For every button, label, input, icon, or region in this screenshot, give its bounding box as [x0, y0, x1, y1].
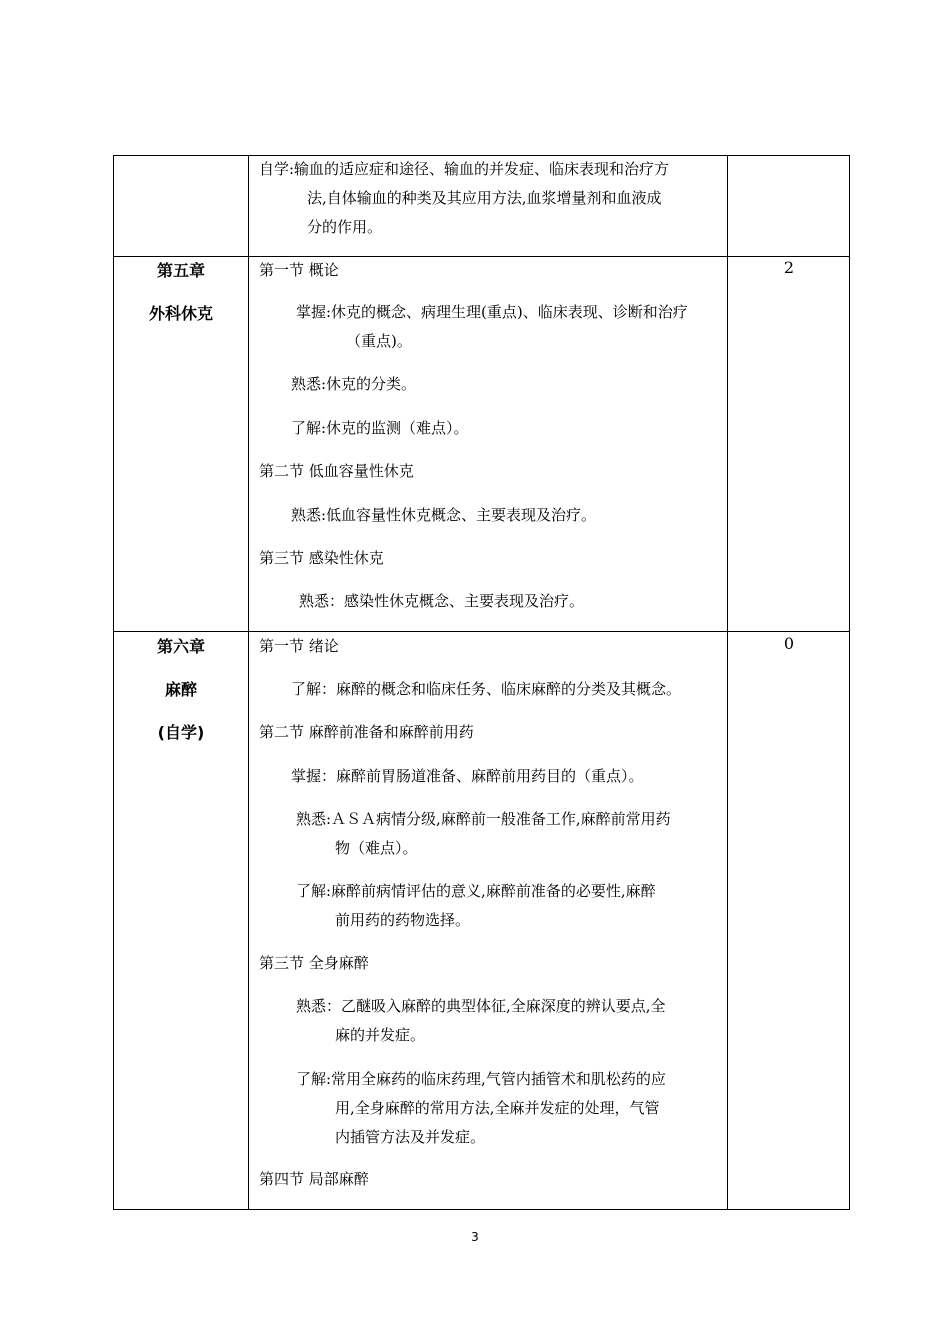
chapter-number: 第六章 [156, 637, 205, 656]
table-border-right [849, 155, 850, 1210]
content-line: 用,全身麻醉的常用方法,全麻并发症的处理，气管 [335, 1099, 660, 1117]
content-line: 了解:麻醉前病情评估的意义,麻醉前准备的必要性,麻醉 [296, 882, 656, 900]
chapter-number: 第五章 [156, 261, 205, 280]
content-line: 了解:常用全麻药的临床药理,气管内插管术和肌松药的应 [296, 1070, 666, 1088]
chapter-title: 外科休克 [148, 304, 213, 323]
content-line: 熟悉：乙醚吸入麻醉的典型体征,全麻深度的辨认要点,全 [296, 997, 666, 1015]
content-line: 了解:休克的监测（难点）。 [291, 419, 469, 437]
content-line: 前用药的药物选择。 [335, 911, 471, 929]
section-heading: 第二节 麻醉前准备和麻醉前用药 [259, 723, 474, 741]
section-heading: 第三节 感染性休克 [259, 549, 384, 567]
column-divider [727, 155, 728, 1210]
row-divider [113, 256, 850, 257]
content-line: 麻的并发症。 [335, 1026, 426, 1044]
hours-value: 0 [783, 634, 795, 653]
section-heading: 第一节 绪论 [259, 637, 339, 655]
chapter-note: (自学) [157, 723, 205, 742]
section-heading: 第四节 局部麻醉 [259, 1170, 369, 1188]
content-line: 熟悉:ＡＳＡ病情分级,麻醉前一般准备工作,麻醉前常用药 [296, 810, 671, 828]
content-line: 内插管方法及并发症。 [335, 1128, 486, 1146]
content-line: 熟悉：感染性休克概念、主要表现及治疗。 [299, 592, 585, 610]
page-number: 3 [471, 1230, 479, 1244]
syllabus-table [113, 155, 850, 1210]
section-heading: 第三节 全身麻醉 [259, 954, 369, 972]
content-line: （重点)。 [346, 332, 412, 350]
row-divider [113, 631, 850, 632]
chapter-title: 麻醉 [164, 680, 197, 699]
content-line: 熟悉:休克的分类。 [291, 375, 417, 393]
section-heading: 第二节 低血容量性休克 [259, 462, 414, 480]
content-line: 分的作用。 [307, 218, 383, 236]
content-line: 掌握：麻醉前胃肠道准备、麻醉前用药目的（重点）。 [291, 767, 644, 785]
content-line: 自学:输血的适应症和途径、输血的并发症、临床表现和治疗方 [259, 160, 670, 178]
content-line: 物（难点）。 [335, 839, 418, 857]
content-line: 掌握:休克的概念、病理生理(重点)、临床表现、诊断和治疗 [296, 303, 688, 321]
content-line: 了解：麻醉的概念和临床任务、临床麻醉的分类及其概念。 [291, 680, 682, 698]
hours-value: 2 [783, 258, 795, 277]
table-border-bottom [113, 1209, 850, 1210]
content-line: 熟悉:低血容量性休克概念、主要表现及治疗。 [291, 506, 597, 524]
section-heading: 第一节 概论 [259, 261, 339, 279]
content-line: 法,自体输血的种类及其应用方法,血浆增量剂和血液成 [307, 189, 662, 207]
